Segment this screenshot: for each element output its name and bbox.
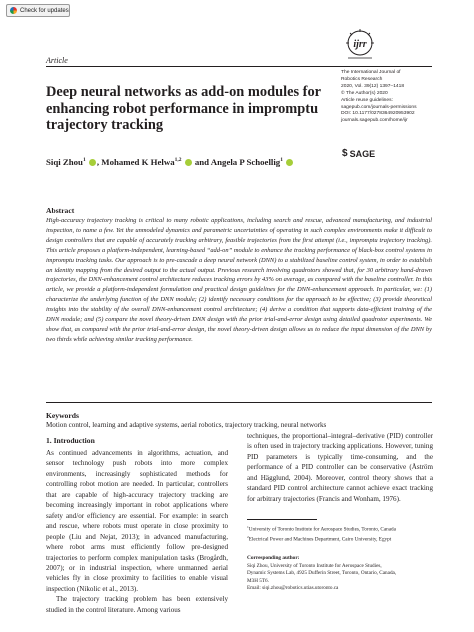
author-list bbox=[46, 157, 294, 167]
corresponding-author-details bbox=[247, 563, 437, 593]
author-name: Mohamed K Helwa bbox=[101, 157, 175, 167]
journal-info-line: Robotics Research bbox=[341, 76, 383, 82]
corresponding-line: Dynamic Systems Lab, 4925 Dufferin Street, Toronto, Ontario, Canada, bbox=[247, 570, 397, 577]
section-heading-introduction: 1. Introduction bbox=[46, 436, 95, 445]
abstract-heading: Abstract bbox=[46, 206, 75, 215]
author-separator: and bbox=[192, 157, 211, 167]
journal-info bbox=[341, 70, 451, 125]
orcid-icon[interactable] bbox=[89, 159, 96, 166]
keywords-rule bbox=[46, 402, 432, 403]
affiliation-text: Electrical Power and Machines Department, Cairo University, Egypt bbox=[248, 536, 392, 543]
journal-info-link[interactable]: sagepub.com/journals-permissions bbox=[341, 104, 417, 110]
body-column-left bbox=[46, 448, 228, 615]
author-separator: , bbox=[96, 157, 102, 167]
affiliation-marker: 1 bbox=[280, 157, 283, 164]
body-paragraph: The trajectory tracking problem has been extensively studied in the control literature. Among various bbox=[46, 595, 228, 614]
journal-home-link[interactable]: journals.sagepub.com/home/ijr bbox=[341, 118, 408, 124]
affiliations bbox=[247, 524, 437, 544]
author-name: Angela P Schoellig bbox=[210, 157, 281, 167]
affiliation-2 bbox=[247, 534, 437, 544]
corresponding-line: Siqi Zhou, University of Toronto Institute for Aerospace Studies, bbox=[247, 563, 382, 569]
affiliation-marker: 1 bbox=[247, 525, 249, 529]
orcid-icon[interactable] bbox=[286, 159, 293, 166]
paper-title: Deep neural networks as add-on modules for enhancing robot performance in impromptu trajectory tracking bbox=[46, 84, 321, 133]
body-paragraph: techniques, the proportional–integral–derivative (PID) controller is often used in trajectory tracking applications. However, tuning PID parameters is typically time-consuming, and the performance of a PID controller can be conservative (Åström and Hägglund, 2004). Moreover, control theory shows that a standard PID control architecture cannot achieve exact tracking for arbitrary trajectories (Francis and Wonham, 1976). bbox=[247, 432, 433, 503]
orcid-icon[interactable] bbox=[185, 159, 192, 166]
affiliation-1 bbox=[247, 524, 437, 534]
ijrr-logo bbox=[344, 28, 376, 66]
corresponding-author-heading: Corresponding author: bbox=[247, 555, 300, 561]
doi-link[interactable]: DOI: 10.1177/0278364920953902 bbox=[341, 111, 415, 117]
affiliation-marker: 1 bbox=[82, 157, 86, 164]
check-for-updates-badge[interactable] bbox=[6, 4, 70, 17]
affiliation-marker: 2 bbox=[247, 535, 249, 540]
journal-info-line: 2020, Vol. 39(12) 1397–1418 bbox=[341, 83, 405, 89]
keywords-heading: Keywords bbox=[46, 411, 79, 420]
body-column-right bbox=[247, 431, 433, 504]
corresponding-line: M3H 5T6. bbox=[247, 577, 269, 584]
corresponding-email-link[interactable]: Email: siqi.zhou@robotics.utias.utoronto.ca bbox=[247, 585, 339, 592]
keywords-text: Motion control, learning and adaptive systems, aerial robotics, trajectory tracking, neural networks bbox=[46, 421, 327, 429]
affiliation-text: University of Toronto Institute for Aerospace Studies, Toronto, Canada bbox=[248, 526, 396, 533]
sage-mark-icon: $ bbox=[342, 148, 348, 159]
sage-logo-text: SAGE bbox=[349, 148, 376, 159]
crossmark-icon bbox=[10, 7, 17, 14]
svg-text:ijrr: ijrr bbox=[353, 39, 367, 50]
journal-info-line: The International Journal of bbox=[341, 70, 401, 75]
journal-info-line: © The Author(s) 2020 bbox=[341, 90, 388, 96]
header-rule bbox=[46, 66, 432, 67]
article-type-label: Article bbox=[46, 56, 68, 65]
sage-logo bbox=[342, 148, 375, 159]
abstract-text: High-accuracy trajectory tracking is critical to many robotic applications, including search and rescue, advanced manufacturing, and industrial inspection, to name a few. Yet the unmodeled dynamics and parametric uncertainties of operating in such complex environments make it difficult to design controllers that are capable of accurately tracking arbitrary, feasible trajectories from the first attempt (i.e., impromptu trajectory tracking). This article proposes a platform-independent, learning-based “add-on” module to enhance the tracking performance of black-box control systems in impromptu tracking tasks. Our approach is to pre-cascade a deep neural network (DNN) to a stabilized baseline control system, in order to establish an identity mapping from the desired output to the actual output. Previous research involving quadrotors showed that, for 30 arbitrary hand-drawn trajectories, the DNN-enhancement control architecture reduces tracking errors by 43% on average, as compared with the baseline controller. In this article, we provide a platform-independent formulation and practical design guidelines for the DNN-enhancement approach. In particular, we: (1) characterize the underlying function of the DNN module; (2) identify necessary conditions for the approach to be effective; (3) provide theoretical insights into the stability of the overall DNN-enhancement control architecture; (4) derive a condition that supports data-efficient training of the DNN module; and (5) compare the novel theory-driven DNN design with the prior trial-and-error design using detailed quadrotor experiments. We show that, as compared with the prior trial-and-error design, the novel theory-driven design allows us to reduce the input dimension of the DNN by two thirds while achieving similar tracking performance. bbox=[46, 217, 432, 343]
body-paragraph: As continued advancements in algorithms, actuation, and sensor technology push robots into more complex environments, increasingly sophisticated methods for controlling robot motion are needed. In particular, controllers that are capable of high-accuracy trajectory tracking are becoming increasingly important in robot applications where safety and/or efficiency are essential. For example: in search and rescue, where robots must operate in close proximity to people (Liu and Nejat, 2013); in advanced manufacturing, where robot arms must efficiently follow pre-designed trajectories to perform complex manipulation tasks (Brogårdh, 2007); or in industrial inspection, where unmanned aerial vehicles fly in close proximity to facilities to enable visual inspection (Nikolic et al., 2013). bbox=[46, 449, 228, 593]
check-for-updates-label: Check for updates bbox=[20, 7, 69, 14]
footnote-rule bbox=[247, 519, 317, 520]
journal-info-line: Article reuse guidelines: bbox=[341, 97, 393, 103]
affiliation-marker: 1,2 bbox=[174, 157, 182, 164]
author-name: Siqi Zhou bbox=[46, 157, 83, 167]
